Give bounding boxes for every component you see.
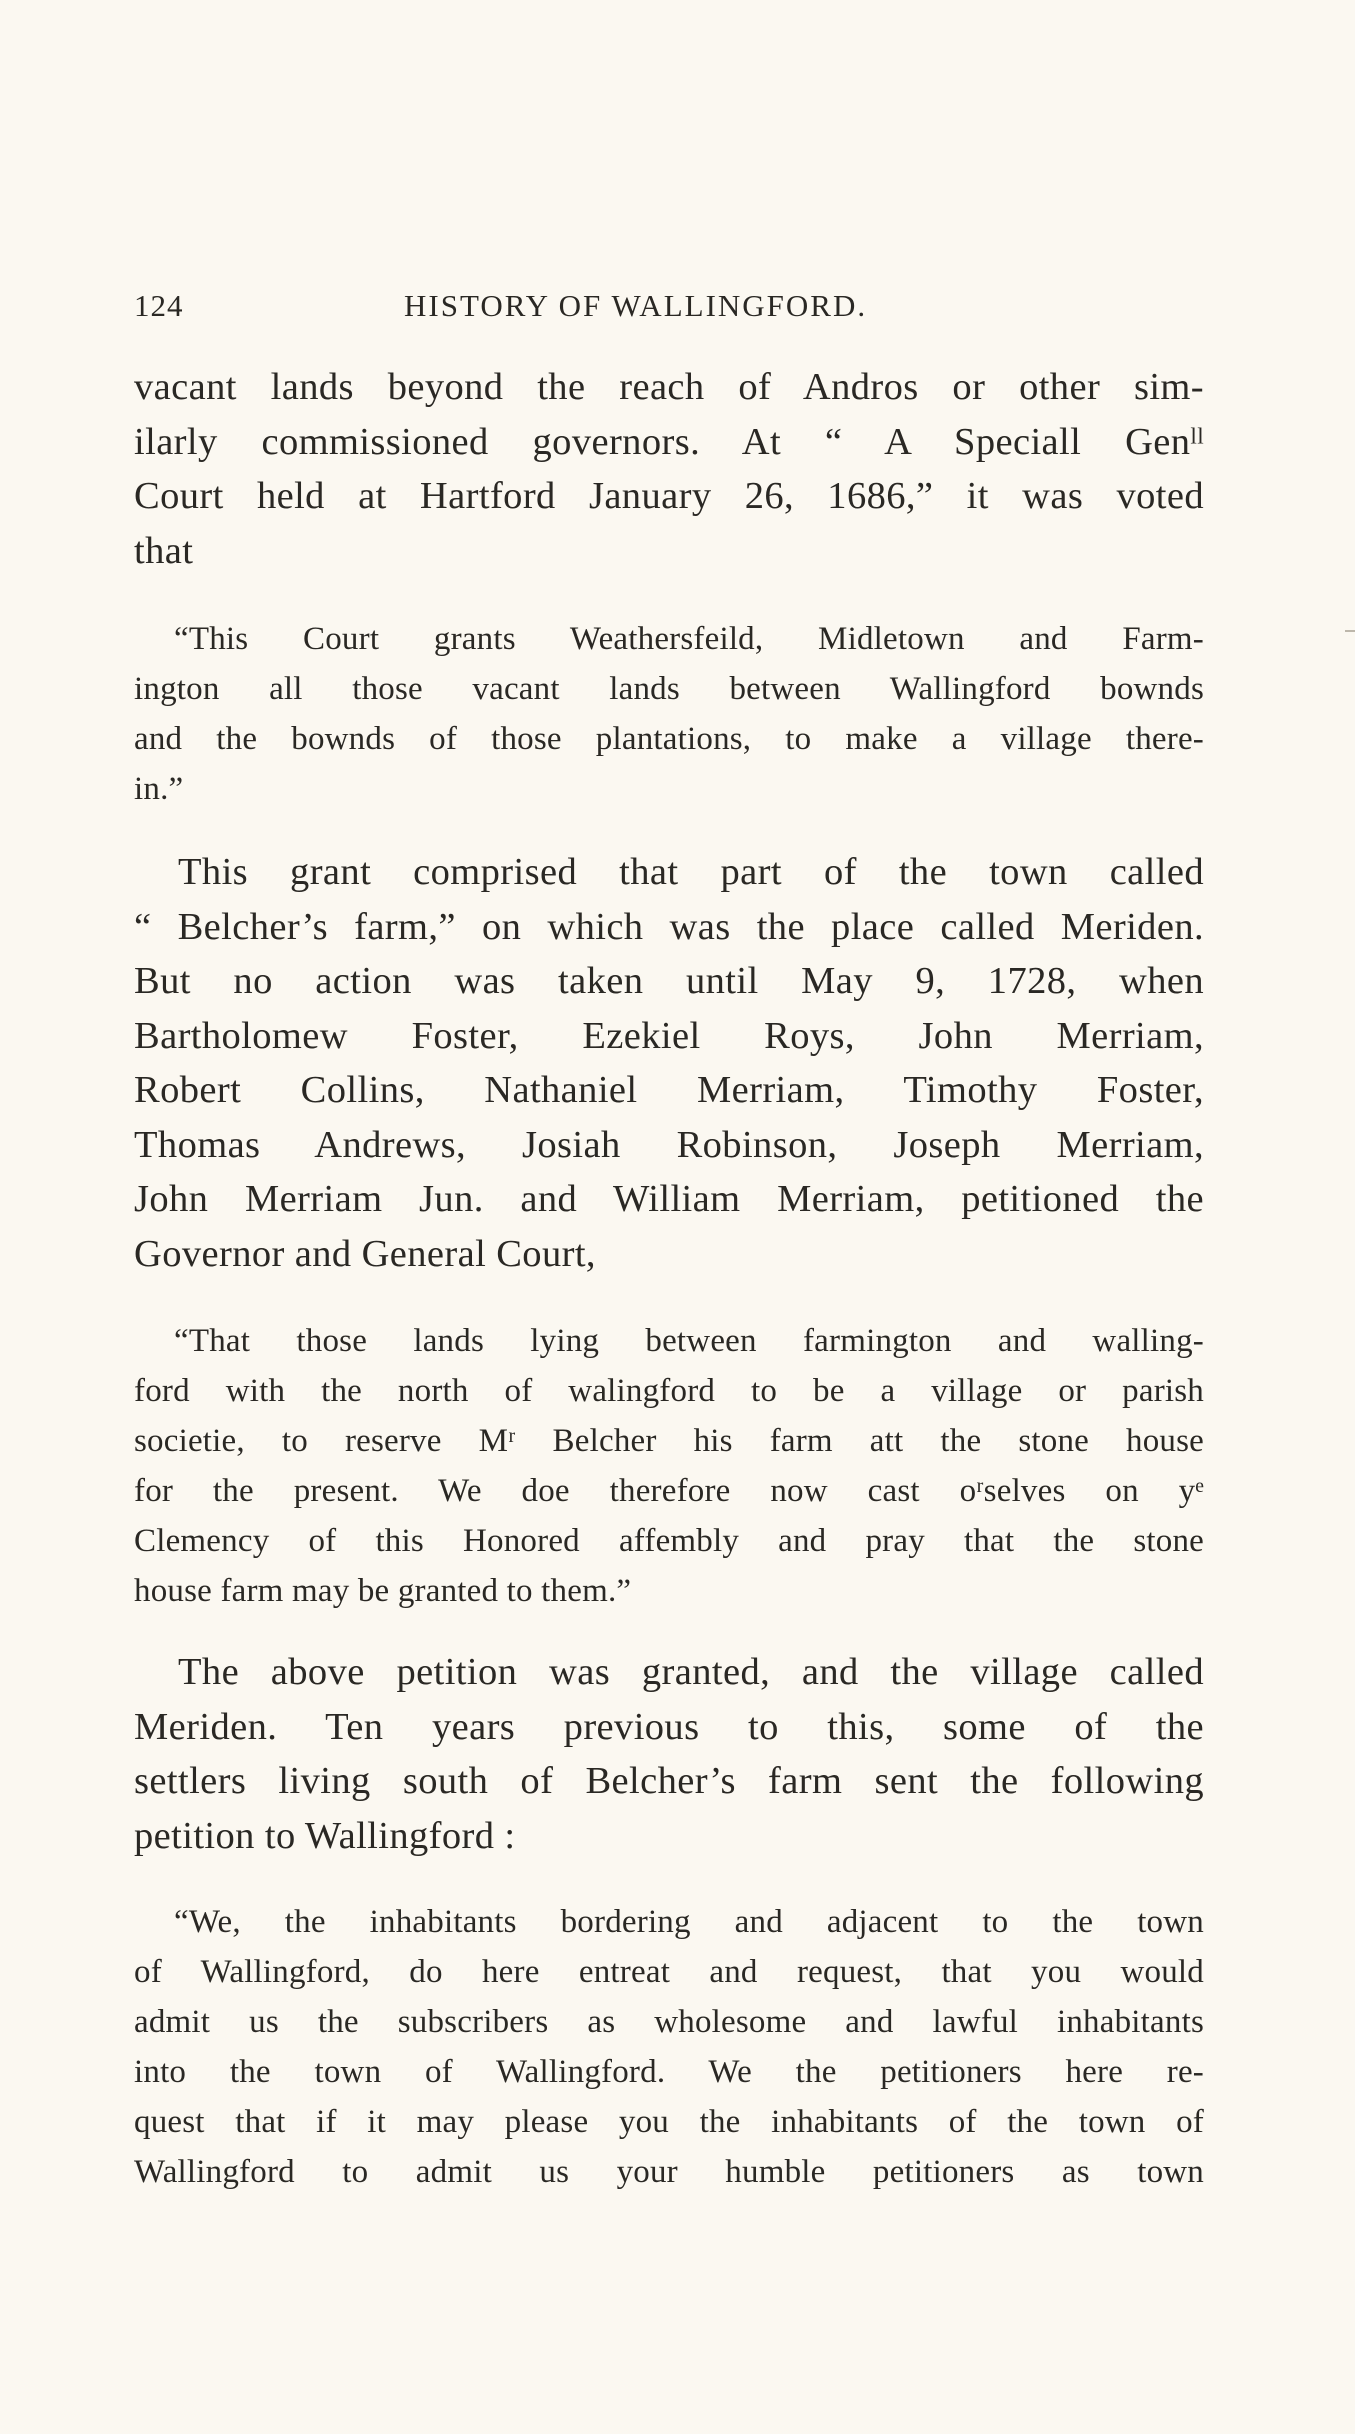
text-line: ford with the north of walingford to be a village or parish — [134, 1373, 1204, 1409]
text-line: ington all those vacant lands between Wallingford bownds — [134, 671, 1204, 707]
text-line: in.” — [134, 771, 184, 807]
paragraph-3 — [134, 1645, 1204, 1863]
text-line: and the bownds of those plantations, to make a village there- — [134, 721, 1204, 757]
text-line: Governor and General Court, — [134, 1232, 596, 1275]
text-line: “This Court grants Weathersfeild, Midletown and Farm- — [174, 621, 1204, 657]
text-line: into the town of Wallingford. We the petitioners here re- — [134, 2054, 1204, 2090]
text-line: admit us the subscribers as wholesome and lawful inhabitants — [134, 2004, 1204, 2040]
text-line: of Wallingford, do here entreat and request, that you would — [134, 1954, 1204, 1990]
text-line: for the present. We doe therefore now cast oʳselves on yᵉ — [134, 1473, 1204, 1509]
text-line: Clemency of this Honored affembly and pray that the stone — [134, 1523, 1204, 1559]
text-line: “We, the inhabitants bordering and adjacent to the town — [174, 1904, 1204, 1940]
text-line: Bartholomew Foster, Ezekiel Roys, John Merriam, — [134, 1014, 1204, 1057]
text-line: “That those lands lying between farmington and walling- — [174, 1323, 1204, 1359]
text-line: Thomas Andrews, Josiah Robinson, Joseph Merriam, — [134, 1123, 1204, 1166]
page-number: 124 — [134, 288, 184, 323]
running-header — [134, 288, 1214, 328]
text-line: This grant comprised that part of the town called — [178, 851, 1204, 893]
quotation-1 — [134, 614, 1204, 814]
text-line: The above petition was granted, and the village called — [178, 1651, 1204, 1693]
running-title: HISTORY OF WALLINGFORD. — [404, 288, 868, 323]
quotation-2 — [134, 1316, 1204, 1616]
text-line: that — [134, 529, 194, 572]
text-line: settlers living south of Belcher’s farm sent the following — [134, 1760, 1204, 1802]
text-line: Court held at Hartford January 26, 1686,” it was voted — [134, 475, 1204, 517]
text-line: But no action was taken until May 9, 1728, when — [134, 960, 1204, 1002]
text-line: quest that if it may please you the inhabitants of the town of — [134, 2104, 1204, 2140]
quotation-3 — [134, 1897, 1204, 2197]
text-line: John Merriam Jun. and William Merriam, petitioned the — [134, 1178, 1204, 1220]
text-line: Meriden. Ten years previous to this, some of the — [134, 1705, 1204, 1748]
text-line: vacant lands beyond the reach of Andros or other sim- — [134, 366, 1204, 408]
text-line: Wallingford to admit us your humble petitioners as town — [134, 2154, 1204, 2190]
text-line: petition to Wallingford : — [134, 1814, 516, 1857]
text-line: societie, to reserve Mʳ Belcher his farm att the stone house — [134, 1423, 1204, 1459]
text-line: ilarly commissioned governors. At “ A Speciall Genˡˡ — [134, 420, 1204, 463]
paragraph-1 — [134, 360, 1204, 578]
text-line: “ Belcher’s farm,” on which was the place called Meriden. — [134, 905, 1204, 948]
text-line: Robert Collins, Nathaniel Merriam, Timothy Foster, — [134, 1069, 1204, 1111]
text-line: house farm may be granted to them.” — [134, 1573, 632, 1609]
paragraph-2 — [134, 845, 1204, 1281]
margin-mark — [1345, 630, 1355, 632]
